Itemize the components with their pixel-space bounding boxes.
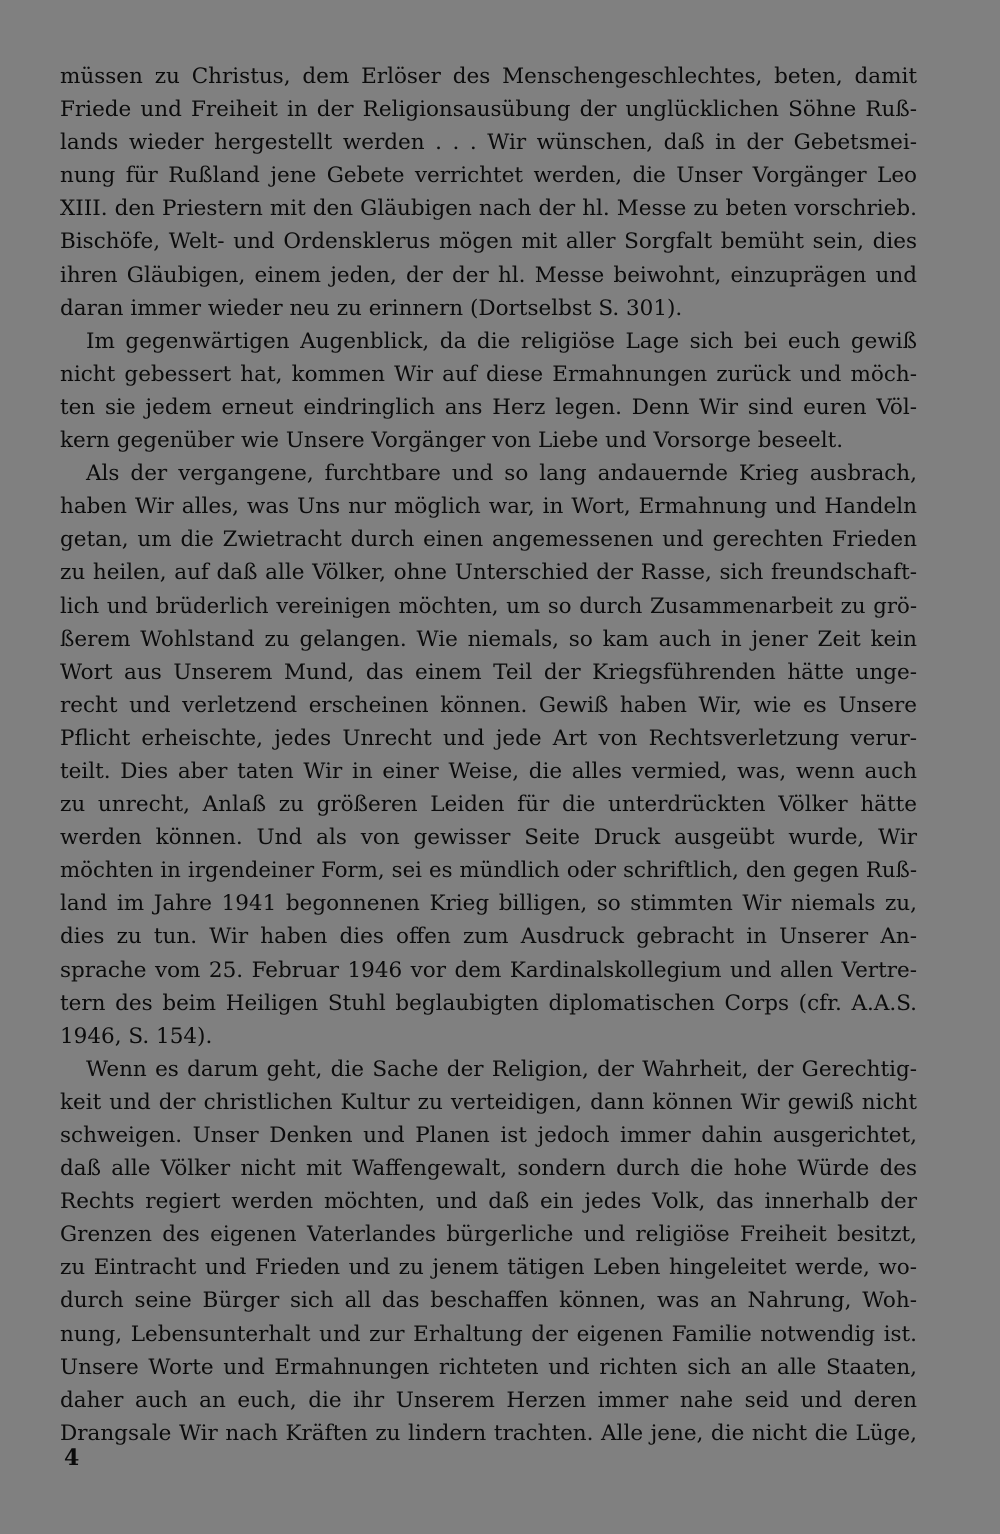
text-line: keit und der christlichen Kultur zu verteidigen, dann können Wir gewiß nicht bbox=[60, 1089, 917, 1115]
text-line: werden können. Und als von gewisser Seite Druck ausgeübt wurde, Wir bbox=[60, 825, 917, 851]
text-line: nicht gebessert hat, kommen Wir auf diese Ermahnungen zurück und möch- bbox=[60, 361, 917, 387]
text-line: zu unrecht, Anlaß zu größeren Leiden für die unterdrückten Völker hätte bbox=[60, 792, 917, 818]
text-line: Wenn es darum geht, die Sache der Religion, der Wahrheit, der Gerechtig- bbox=[86, 1056, 917, 1082]
text-line: tern des beim Heiligen Stuhl beglaubigten diplomatischen Corps (cfr. A.A.S. bbox=[60, 990, 917, 1016]
text-line: ten sie jedem erneut eindringlich ans Herz legen. Denn Wir sind euren Völ- bbox=[60, 394, 917, 420]
text-line: land im Jahre 1941 begonnenen Krieg billigen, so stimmten Wir niemals zu, bbox=[60, 891, 917, 917]
text-line: daß alle Völker nicht mit Waffengewalt, sondern durch die hohe Würde des bbox=[60, 1156, 917, 1182]
text-line: 1946, S. 154). bbox=[60, 1023, 213, 1049]
text-line: durch seine Bürger sich all das beschaffen können, was an Nahrung, Woh- bbox=[60, 1288, 917, 1314]
text-line: Rechts regiert werden möchten, und daß ein jedes Volk, das innerhalb der bbox=[60, 1189, 917, 1215]
text-line: Drangsale Wir nach Kräften zu lindern trachten. Alle jene, die nicht die Lüge, bbox=[60, 1420, 917, 1446]
text-line: müssen zu Christus, dem Erlöser des Menschengeschlechtes, beten, damit bbox=[60, 64, 917, 89]
text-line: zu Eintracht und Frieden und zu jenem tätigen Leben hingeleitet werde, wo- bbox=[60, 1255, 917, 1281]
text-line: Pflicht erheischte, jedes Unrecht und jede Art von Rechtsverletzung verur- bbox=[60, 725, 917, 751]
text-line: lich und brüderlich vereinigen möchten, um so durch Zusammenarbeit zu grö- bbox=[60, 593, 917, 619]
text-line: getan, um die Zwietracht durch einen angemessenen und gerechten Frieden bbox=[60, 527, 917, 553]
text-line: Wort aus Unserem Mund, das einem Teil der Kriegsführenden hätte unge- bbox=[60, 659, 917, 685]
text-line: möchten in irgendeiner Form, sei es mündlich oder schriftlich, den gegen Ruß- bbox=[60, 858, 917, 884]
text-line: Bischöfe, Welt- und Ordensklerus mögen mit aller Sorgfalt bemüht sein, dies bbox=[60, 229, 917, 255]
body-text bbox=[60, 60, 917, 1450]
page-number: 4 bbox=[64, 1445, 80, 1471]
text-line: Im gegenwärtigen Augenblick, da die religiöse Lage sich bei euch gewiß bbox=[86, 328, 917, 354]
text-line: recht und verletzend erscheinen können. Gewiß haben Wir, wie es Unsere bbox=[60, 692, 917, 718]
text-line: dies zu tun. Wir haben dies offen zum Ausdruck gebracht in Unserer An- bbox=[60, 924, 917, 950]
text-line: ßerem Wohlstand zu gelangen. Wie niemals, so kam auch in jener Zeit kein bbox=[60, 626, 917, 652]
text-line: lands wieder hergestellt werden . . . Wir wünschen, daß in der Gebetsmei- bbox=[60, 130, 917, 156]
text-line: Als der vergangene, furchtbare und so lang andauernde Krieg ausbrach, bbox=[86, 461, 917, 487]
text-line: Friede und Freiheit in der Religionsausübung der unglücklichen Söhne Ruß- bbox=[60, 97, 917, 123]
text-line: nung, Lebensunterhalt und zur Erhaltung der eigenen Familie notwendig ist. bbox=[60, 1321, 917, 1347]
text-line: Unsere Worte und Ermahnungen richteten und richten sich an alle Staaten, bbox=[60, 1354, 917, 1380]
text-line: daran immer wieder neu zu erinnern (Dortselbst S. 301). bbox=[60, 295, 683, 321]
text-line: XIII. den Priestern mit den Gläubigen nach der hl. Messe zu beten vorschrieb. bbox=[60, 196, 917, 222]
text-line: zu heilen, auf daß alle Völker, ohne Unterschied der Rasse, sich freundschaft- bbox=[60, 560, 917, 586]
text-line: kern gegenüber wie Unsere Vorgänger von Liebe und Vorsorge beseelt. bbox=[60, 428, 844, 454]
text-line: haben Wir alles, was Uns nur möglich war, in Wort, Ermahnung und Handeln bbox=[60, 494, 917, 520]
text-line: schweigen. Unser Denken und Planen ist jedoch immer dahin ausgerichtet, bbox=[60, 1123, 917, 1148]
text-line: ihren Gläubigen, einem jeden, der der hl. Messe beiwohnt, einzuprägen und bbox=[60, 262, 917, 288]
text-line: daher auch an euch, die ihr Unserem Herzen immer nahe seid und deren bbox=[60, 1387, 917, 1413]
text-line: sprache vom 25. Februar 1946 vor dem Kardinalskollegium und allen Vertre- bbox=[60, 957, 917, 983]
text-line: nung für Rußland jene Gebete verrichtet werden, die Unser Vorgänger Leo bbox=[60, 163, 917, 189]
text-line: Grenzen des eigenen Vaterlandes bürgerliche und religiöse Freiheit besitzt, bbox=[60, 1222, 917, 1248]
text-line: teilt. Dies aber taten Wir in einer Weise, die alles vermied, was, wenn auch bbox=[60, 758, 917, 784]
